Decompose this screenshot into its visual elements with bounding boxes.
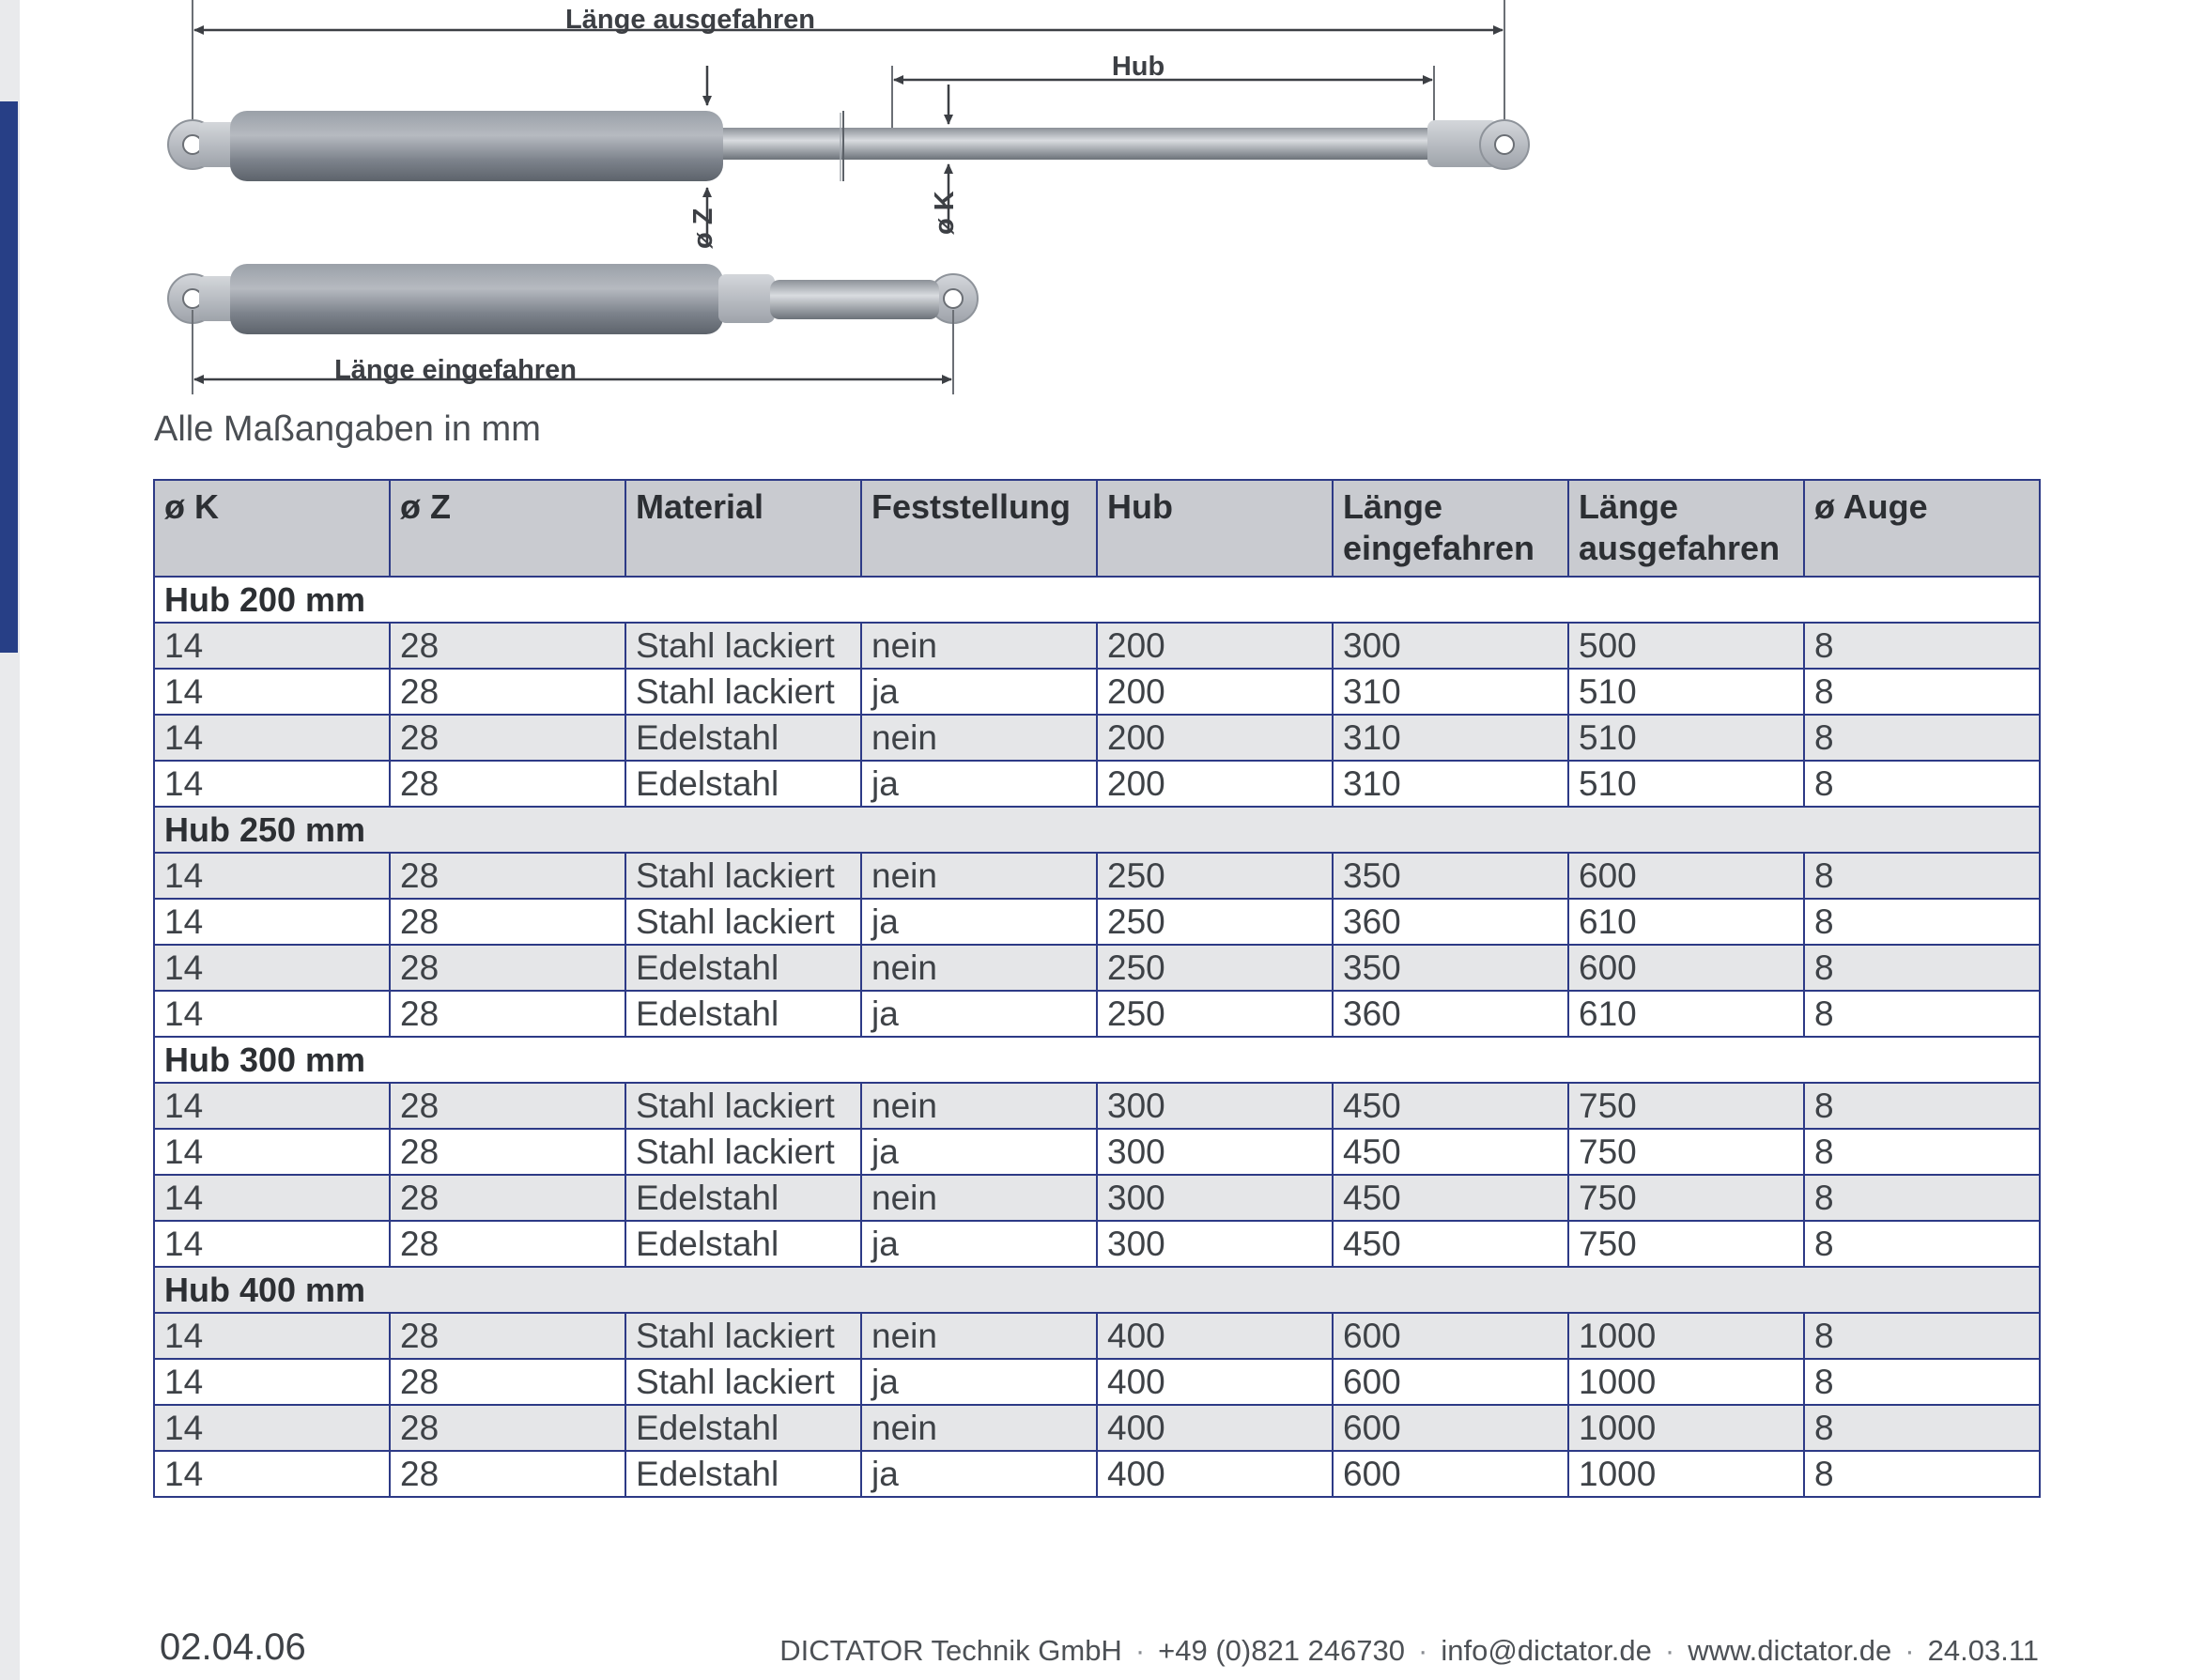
footer-separator: ·: [1905, 1634, 1915, 1667]
table-cell: ja: [861, 1359, 1097, 1405]
table-cell: 750: [1568, 1083, 1804, 1129]
table-cell: nein: [861, 853, 1097, 899]
table-row: [154, 1221, 2040, 1267]
table-cell: 250: [1097, 991, 1333, 1037]
table-cell: 14: [154, 1221, 390, 1267]
table-cell: Edelstahl: [625, 761, 861, 807]
group-title: Hub 400 mm: [154, 1267, 2040, 1313]
footer-phone: +49 (0)821 246730: [1158, 1634, 1406, 1667]
table-cell: ja: [861, 991, 1097, 1037]
table-cell: 28: [390, 945, 625, 991]
group-header-row: [154, 1037, 2040, 1083]
table-cell: 28: [390, 1175, 625, 1221]
header-stroke: Hub: [1097, 480, 1333, 577]
table-cell: Edelstahl: [625, 1221, 861, 1267]
header-locking: Feststellung: [861, 480, 1097, 577]
table-cell: 8: [1804, 1175, 2040, 1221]
table-cell: 450: [1333, 1221, 1568, 1267]
table-cell: 14: [154, 899, 390, 945]
footer-website: www.dictator.de: [1688, 1634, 1892, 1667]
table-cell: 200: [1097, 623, 1333, 669]
table-cell: 28: [390, 1221, 625, 1267]
table-cell: 600: [1333, 1313, 1568, 1359]
table-cell: 450: [1333, 1129, 1568, 1175]
table-cell: 28: [390, 1359, 625, 1405]
table-cell: 8: [1804, 899, 2040, 945]
table-cell: 28: [390, 623, 625, 669]
table-row: [154, 1359, 2040, 1405]
table-cell: 450: [1333, 1083, 1568, 1129]
table-cell: ja: [861, 669, 1097, 715]
table-cell: 14: [154, 715, 390, 761]
table-cell: 14: [154, 1451, 390, 1497]
table-cell: 300: [1097, 1129, 1333, 1175]
table-cell: 8: [1804, 1221, 2040, 1267]
table-cell: 14: [154, 1405, 390, 1451]
page-number: 02.04.06: [160, 1626, 306, 1668]
label-diameter-z: ø Z: [688, 208, 718, 249]
footer-separator: ·: [1664, 1634, 1675, 1667]
table-cell: 510: [1568, 761, 1804, 807]
table-row: [154, 1083, 2040, 1129]
label-length-extended: Länge ausgefahren: [565, 5, 815, 35]
table-cell: Stahl lackiert: [625, 669, 861, 715]
header-length-retracted: Länge eingefahren: [1333, 480, 1568, 577]
table-cell: 28: [390, 1129, 625, 1175]
table-cell: nein: [861, 623, 1097, 669]
table-cell: 8: [1804, 623, 2040, 669]
table-cell: 300: [1333, 623, 1568, 669]
table-cell: 28: [390, 991, 625, 1037]
table-row: [154, 945, 2040, 991]
header-dia-k: ø K: [154, 480, 390, 577]
table-cell: 610: [1568, 991, 1804, 1037]
header-dia-z: ø Z: [390, 480, 625, 577]
header-material: Material: [625, 480, 861, 577]
table-cell: 510: [1568, 669, 1804, 715]
piston-rod: [714, 128, 1437, 160]
section-tab-marker: [0, 101, 18, 653]
table-cell: ja: [861, 761, 1097, 807]
group-title: Hub 200 mm: [154, 577, 2040, 623]
table-cell: 14: [154, 1083, 390, 1129]
table-cell: 750: [1568, 1129, 1804, 1175]
table-cell: Edelstahl: [625, 991, 861, 1037]
table-cell: 8: [1804, 1451, 2040, 1497]
table-cell: 8: [1804, 1313, 2040, 1359]
table-cell: 1000: [1568, 1451, 1804, 1497]
table-cell: 300: [1097, 1175, 1333, 1221]
label-length-retracted: Länge eingefahren: [334, 355, 577, 385]
table-cell: nein: [861, 1175, 1097, 1221]
table-cell: 300: [1097, 1083, 1333, 1129]
table-cell: 1000: [1568, 1405, 1804, 1451]
table-cell: 500: [1568, 623, 1804, 669]
table-cell: Stahl lackiert: [625, 1083, 861, 1129]
table-cell: nein: [861, 1405, 1097, 1451]
table-cell: Edelstahl: [625, 1405, 861, 1451]
table-cell: 450: [1333, 1175, 1568, 1221]
table-cell: 310: [1333, 761, 1568, 807]
pressure-tube: [230, 111, 723, 181]
table-cell: ja: [861, 1221, 1097, 1267]
table-cell: 310: [1333, 669, 1568, 715]
table-cell: 14: [154, 1359, 390, 1405]
table-row: [154, 669, 2040, 715]
table-row: [154, 1175, 2040, 1221]
table-cell: 400: [1097, 1405, 1333, 1451]
table-cell: 300: [1097, 1221, 1333, 1267]
table-cell: Edelstahl: [625, 1175, 861, 1221]
table-row: [154, 761, 2040, 807]
table-cell: 1000: [1568, 1313, 1804, 1359]
table-cell: 28: [390, 761, 625, 807]
table-cell: 14: [154, 761, 390, 807]
table-cell: 28: [390, 853, 625, 899]
table-cell: Stahl lackiert: [625, 1359, 861, 1405]
table-cell: 8: [1804, 1129, 2040, 1175]
table-cell: 8: [1804, 669, 2040, 715]
table-cell: nein: [861, 715, 1097, 761]
table-cell: nein: [861, 945, 1097, 991]
table-cell: ja: [861, 1129, 1097, 1175]
label-diameter-k: ø K: [930, 191, 960, 235]
gas-spring-illustration: [150, 0, 1540, 404]
table-cell: 600: [1333, 1451, 1568, 1497]
table-cell: 350: [1333, 853, 1568, 899]
table-row: [154, 1405, 2040, 1451]
table-cell: 250: [1097, 945, 1333, 991]
table-cell: 200: [1097, 669, 1333, 715]
header-length-extended: Länge ausgefahren: [1568, 480, 1804, 577]
footer-separator: ·: [1134, 1634, 1146, 1667]
table-header-row: [154, 480, 2040, 577]
table-cell: 600: [1568, 945, 1804, 991]
table-cell: 28: [390, 1405, 625, 1451]
table-cell: Edelstahl: [625, 945, 861, 991]
table-cell: 510: [1568, 715, 1804, 761]
table-cell: 8: [1804, 1359, 2040, 1405]
table-cell: Edelstahl: [625, 715, 861, 761]
table-cell: 14: [154, 1175, 390, 1221]
table-cell: 8: [1804, 715, 2040, 761]
table-cell: 8: [1804, 761, 2040, 807]
table-row: [154, 1129, 2040, 1175]
footer-email: info@dictator.de: [1441, 1634, 1652, 1667]
table-row: [154, 623, 2040, 669]
group-header-row: [154, 577, 2040, 623]
table-cell: 400: [1097, 1313, 1333, 1359]
footer-company: DICTATOR Technik GmbH: [779, 1634, 1122, 1667]
table-cell: 250: [1097, 899, 1333, 945]
table-cell: 600: [1333, 1405, 1568, 1451]
label-stroke: Hub: [1111, 52, 1165, 82]
table-cell: 28: [390, 669, 625, 715]
spec-table: [153, 479, 2041, 1498]
table-cell: 14: [154, 853, 390, 899]
table-cell: 610: [1568, 899, 1804, 945]
table-cell: 28: [390, 899, 625, 945]
table-cell: 14: [154, 669, 390, 715]
footer-contact: [779, 1634, 2039, 1668]
table-cell: 8: [1804, 991, 2040, 1037]
table-row: [154, 991, 2040, 1037]
table-cell: 28: [390, 1313, 625, 1359]
table-cell: 1000: [1568, 1359, 1804, 1405]
table-cell: 14: [154, 1129, 390, 1175]
table-cell: 8: [1804, 945, 2040, 991]
table-cell: 310: [1333, 715, 1568, 761]
table-row: [154, 715, 2040, 761]
table-cell: 28: [390, 1451, 625, 1497]
table-cell: 360: [1333, 899, 1568, 945]
table-cell: 14: [154, 623, 390, 669]
table-cell: ja: [861, 899, 1097, 945]
table-cell: 28: [390, 1083, 625, 1129]
table-cell: 400: [1097, 1451, 1333, 1497]
table-cell: Stahl lackiert: [625, 853, 861, 899]
table-row: [154, 1313, 2040, 1359]
table-cell: ja: [861, 1451, 1097, 1497]
table-row: [154, 899, 2040, 945]
table-cell: 28: [390, 715, 625, 761]
table-cell: Edelstahl: [625, 1451, 861, 1497]
table-cell: 14: [154, 991, 390, 1037]
gas-spring-drawing: [150, 0, 1540, 404]
table-cell: 250: [1097, 853, 1333, 899]
extended-spring: [168, 0, 1529, 246]
group-title: Hub 300 mm: [154, 1037, 2040, 1083]
footer-date: 24.03.11: [1927, 1634, 2039, 1667]
table-cell: Stahl lackiert: [625, 1129, 861, 1175]
table-cell: Stahl lackiert: [625, 623, 861, 669]
table-cell: 14: [154, 1313, 390, 1359]
units-note: Alle Maßangaben in mm: [154, 409, 541, 449]
group-header-row: [154, 807, 2040, 853]
spec-table-body: [154, 577, 2040, 1497]
table-cell: 750: [1568, 1175, 1804, 1221]
table-cell: 400: [1097, 1359, 1333, 1405]
table-cell: 8: [1804, 1405, 2040, 1451]
table-cell: 600: [1333, 1359, 1568, 1405]
table-cell: Stahl lackiert: [625, 1313, 861, 1359]
table-cell: 200: [1097, 761, 1333, 807]
table-cell: 350: [1333, 945, 1568, 991]
table-cell: Stahl lackiert: [625, 899, 861, 945]
table-cell: nein: [861, 1083, 1097, 1129]
table-cell: 750: [1568, 1221, 1804, 1267]
footer-separator: ·: [1418, 1634, 1428, 1667]
table-cell: 8: [1804, 1083, 2040, 1129]
table-cell: 8: [1804, 853, 2040, 899]
table-row: [154, 1451, 2040, 1497]
table-cell: nein: [861, 1313, 1097, 1359]
header-eye-diameter: ø Auge: [1804, 480, 2040, 577]
table-cell: 600: [1568, 853, 1804, 899]
table-row: [154, 853, 2040, 899]
group-title: Hub 250 mm: [154, 807, 2040, 853]
table-cell: 14: [154, 945, 390, 991]
table-cell: 200: [1097, 715, 1333, 761]
group-header-row: [154, 1267, 2040, 1313]
table-cell: 360: [1333, 991, 1568, 1037]
